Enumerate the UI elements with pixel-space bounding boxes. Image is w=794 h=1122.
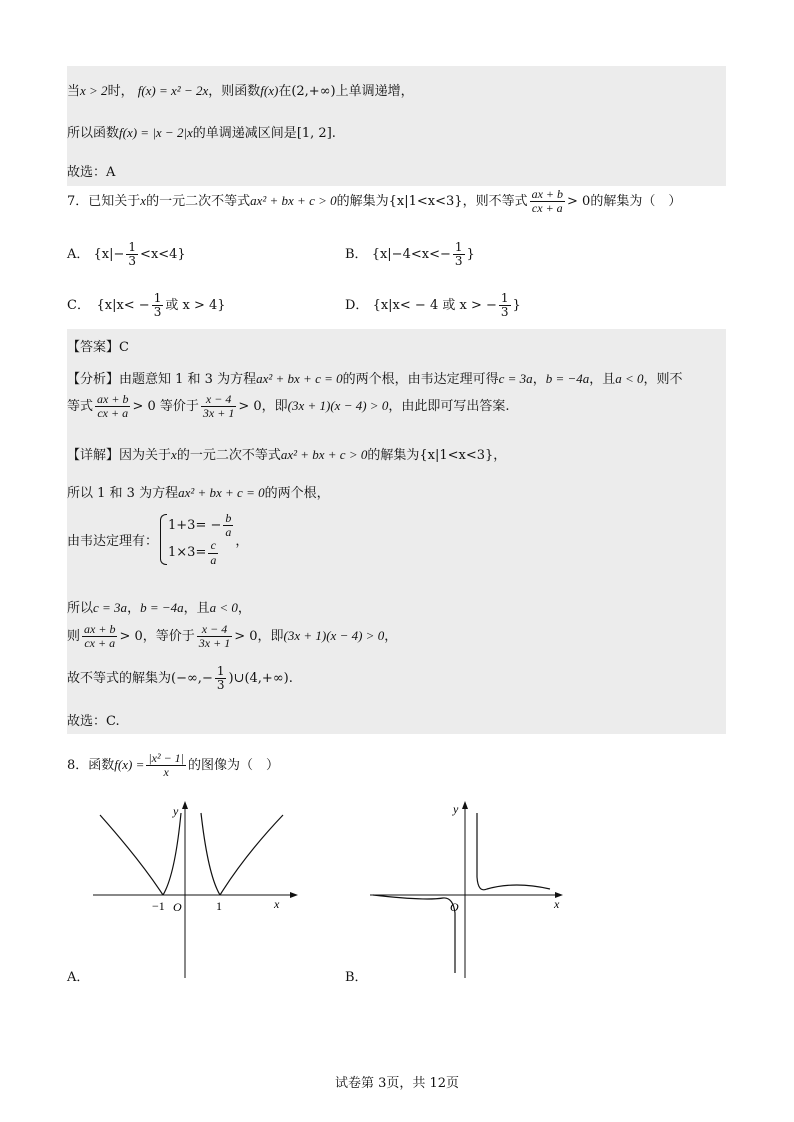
q8-graph-a <box>85 795 300 980</box>
q7-detail-vieta: 由韦达定理有： 1+3= − $\frac{b}{a}$ 1×3= $\frac{c}{a}$ ， <box>67 511 249 567</box>
graph-a-neg1: −1 <box>152 899 165 913</box>
q8-option-a-label: A． <box>67 970 90 985</box>
graph-a-x-label: x <box>274 897 280 911</box>
q7-analysis-line2: 等式 $\frac{ax + b}{cx + a}$ > 0 等价于 $\frac{x - 4}{3x + 1}$ > 0，即(3x + 1)(x − 4) > 0，由此即可写出答案. <box>67 392 510 421</box>
q7-option-b: B． {x|−4<x<− $\frac{1}{3}$ } <box>345 240 475 269</box>
q7-detail-roots: 所以 1 和 3 为方程ax² + bx + c = 0的两个根， <box>67 485 330 501</box>
q7-fraction: $\frac{ax + b}{cx + a}$ <box>531 187 564 216</box>
graph-a-origin: O <box>173 900 182 914</box>
q7-detail-so: 所以c = 3a，b = −4a，且a < 0， <box>67 600 251 616</box>
q7-choice: 故选：C. <box>67 714 120 729</box>
q7-option-d: D． {x|x< − 4 或 x > − $\frac{1}{3}$ } <box>345 291 521 320</box>
q7-option-a: A． {x|− $\frac{1}{3}$ <x<4} <box>67 240 186 269</box>
q8-graph-b <box>365 795 570 980</box>
prev-solution-line2: 所以函数f(x) = |x − 2|x的单调递减区间是[1, 2]. <box>67 125 336 141</box>
graph-b-origin: O <box>450 900 459 914</box>
prev-solution-choice: 故选：A <box>67 165 116 180</box>
q7-option-c: C． {x|x< − $\frac{1}{3}$ 或 x > 4} <box>67 291 226 320</box>
graph-b-x-label: x <box>554 897 560 911</box>
prev-solution-line1: 当x > 2时， f(x) = x² − 2x，则函数f(x)在(2,+∞)上单调递增， <box>67 83 414 99</box>
q7-answer: 【答案】C <box>67 340 129 355</box>
graph-a-y-label: y <box>173 804 179 818</box>
q7-detail-conclusion: 故不等式的解集为(−∞,− $\frac{1}{3}$ )∪(4,+∞). <box>67 664 293 693</box>
q8-option-b-label: B． <box>345 970 368 985</box>
graph-a-pos1: 1 <box>216 899 222 913</box>
q7-stem: 7．已知关于x的一元二次不等式ax² + bx + c > 0的解集为{x|1<x<3}，则不等式 $\frac{ax + b}{cx + a}$ > 0的解集为（ ） <box>67 187 682 216</box>
q7-analysis-line1: 【分析】由题意知 1 和 3 为方程ax² + bx + c = 0的两个根，由韦达定理可得c = 3a，b = −4a，且a < 0，则不 <box>67 371 683 387</box>
graph-b-y-label: y <box>453 802 459 816</box>
page-footer: 试卷第 3页，共 12页 <box>334 1076 460 1091</box>
q7-detail-then: 则 $\frac{ax + b}{cx + a}$ > 0，等价于 $\frac{x - 4}{3x + 1}$ > 0，即(3x + 1)(x − 4) > 0， <box>67 622 398 651</box>
q7-detail-line1: 【详解】因为关于x的一元二次不等式ax² + bx + c > 0的解集为{x|1<x<3}， <box>67 447 507 463</box>
vieta-system: 1+3= − $\frac{b}{a}$ 1×3= $\frac{c}{a}$ <box>158 512 235 567</box>
q8-stem: 8．函数f(x) = $\frac{\text{|x² − 1|}}{x}$ 的图像为（ ） <box>67 751 279 780</box>
